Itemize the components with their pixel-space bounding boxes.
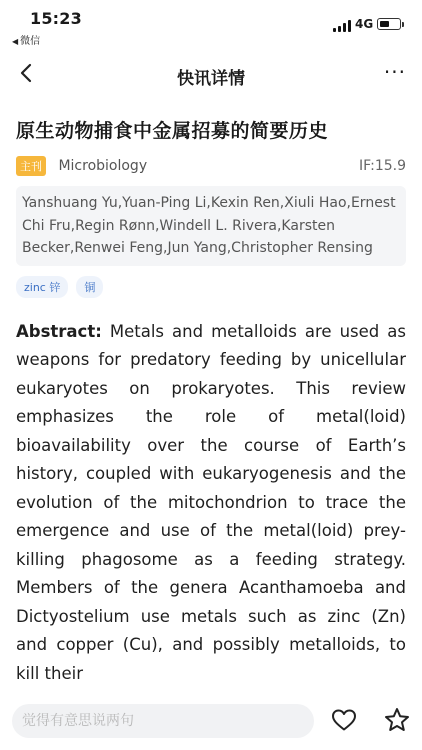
tag-copper[interactable]: 铜 [76,276,103,298]
article-content[interactable] [16,104,406,696]
article-title: 原生动物捕食中金属招募的简要历史 [16,120,329,142]
journal-name[interactable]: Microbiology [58,158,148,174]
signal-icon [333,20,351,32]
comment-input[interactable] [12,704,314,738]
back-app-label: 微信 [20,36,41,47]
page-title: 快讯详情 [177,69,245,89]
journal-badge: 主刊 [16,156,46,176]
abstract-text: Metals and metalloids are used as weapons for predatory feeding by unicellular eukaryotes on prokaryotes. This review emphasizes the role of metal(loid) bioavailability over the course of Earth’s history, coupled with eukaryogenesis and the evolution of the mitochondrion to trace the emergence and use of the metal(loid) prey-killing phagosome as a feeding strategy. Members of the genera Acanthamoeba and Dictyostelium use metals such as zinc (Zn) and copper (Cu), and possibly metalloids, to kill their [16,321,406,683]
network-type: 4G [355,17,374,31]
back-to-app-link[interactable] [12,32,40,47]
like-heart-icon[interactable] [331,708,357,732]
status-time: 15:23 [30,9,82,28]
article-meta [16,156,406,178]
bottom-bar [0,696,422,750]
battery-icon [377,18,401,30]
abstract [16,318,406,689]
impact-factor: IF:15.9 [359,158,406,174]
status-bar [0,0,422,48]
back-triangle-icon: ◀ [12,37,19,46]
more-options-icon[interactable]: ··· [383,60,406,84]
tag-zinc[interactable]: zinc 锌 [16,276,68,298]
abstract-label: Abstract: [16,321,102,341]
favorite-star-icon[interactable] [384,707,410,733]
nav-bar [0,52,422,96]
tag-list [16,276,406,298]
author-list: Yanshuang Yu,Yuan-Ping Li,Kexin Ren,Xiuli Hao,Ernest Chi Fru,Regin Rønn,Windell L. Rivera,Karsten Becker,Renwei Feng,Jun Yang,Christopher Rensing [16,186,406,266]
